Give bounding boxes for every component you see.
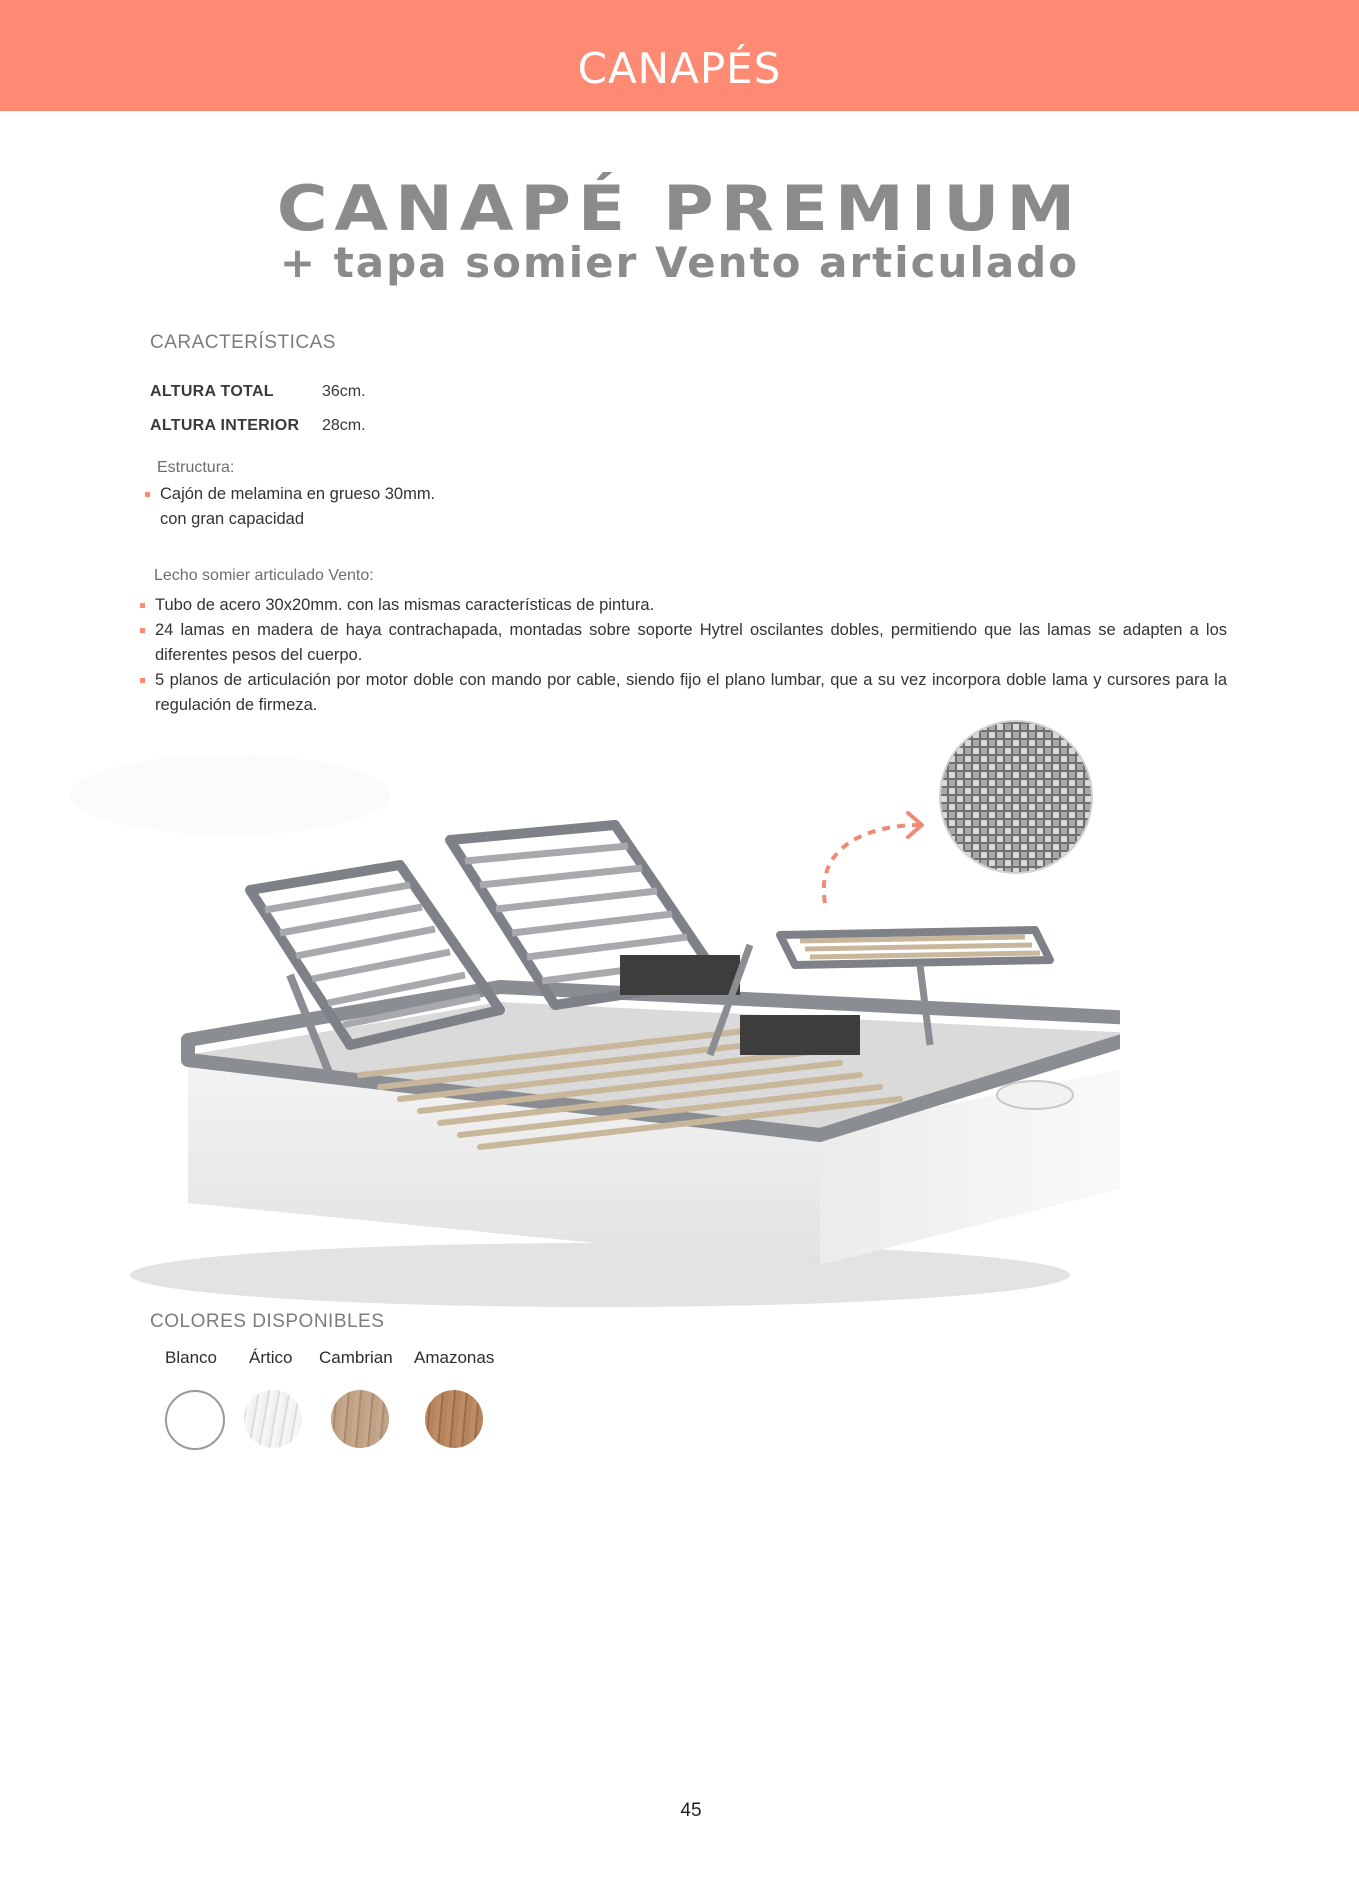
structure-bullet (145, 482, 645, 532)
swatch-artico (244, 1390, 302, 1448)
color-label-amazonas: Amazonas (414, 1348, 495, 1367)
color-label-blanco: Blanco (165, 1348, 217, 1367)
page-number: 45 (680, 1800, 702, 1821)
swatch-cambrian (331, 1390, 389, 1448)
bed-base-heading: Lecho somier articulado Vento: (154, 567, 374, 584)
bed-base-list (140, 593, 1227, 718)
bullet-icon (145, 492, 150, 497)
structure-list (145, 482, 645, 532)
spec-value-total-height: 36cm. (322, 383, 366, 400)
spec-label-total-height: ALTURA TOTAL (150, 383, 274, 400)
product-title: CANAPÉ PREMIUM (276, 172, 1083, 245)
bed-product-image (60, 715, 1120, 1335)
color-label-cambrian: Cambrian (319, 1348, 393, 1367)
bed-base-bullet (140, 593, 1227, 618)
dashed-arrow (824, 825, 920, 903)
structure-line-2: con gran capacidad (160, 510, 305, 528)
bed-base-text: Tubo de acero 30x20mm. con las mismas características de pintura. (155, 596, 655, 614)
colors-heading: COLORES DISPONIBLES (150, 1311, 385, 1332)
bullet-icon (140, 628, 145, 633)
bullet-icon (140, 678, 145, 683)
bed-shadow (130, 1243, 1070, 1307)
bed-base-text: 24 lamas en madera de haya contrachapada, montadas sobre soporte Hytrel oscilantes dobles, permitiendo que las lamas se adapten a los diferentes pesos del cuerpo. (155, 621, 1227, 664)
raised-backrest-right (450, 825, 740, 1005)
bed-base-bullet (140, 618, 1227, 668)
spec-value-interior-height: 28cm. (322, 417, 366, 434)
structure-heading: Estructura: (157, 459, 235, 476)
structure-line-1: Cajón de melamina en grueso 30mm. (160, 485, 436, 503)
bullet-icon (140, 603, 145, 608)
product-subtitle: + tapa somier Vento articulado (279, 238, 1080, 287)
swatch-blanco (165, 1390, 225, 1450)
section-title: CANAPÉS (577, 44, 782, 93)
spec-label-interior-height: ALTURA INTERIOR (150, 417, 300, 434)
swatch-amazonas (425, 1390, 483, 1448)
background-smudge (70, 755, 390, 835)
bed-base-text: 5 planos de articulación por motor doble con mando por cable, siendo fijo el plano lumbar, que a su vez incorpora doble lama y cursores para la regulación de firmeza. (155, 671, 1227, 714)
color-label-artico: Ártico (249, 1348, 293, 1367)
bed-base-bullet (140, 668, 1227, 718)
features-heading: CARACTERÍSTICAS (150, 332, 336, 353)
box-handle (997, 1081, 1073, 1109)
